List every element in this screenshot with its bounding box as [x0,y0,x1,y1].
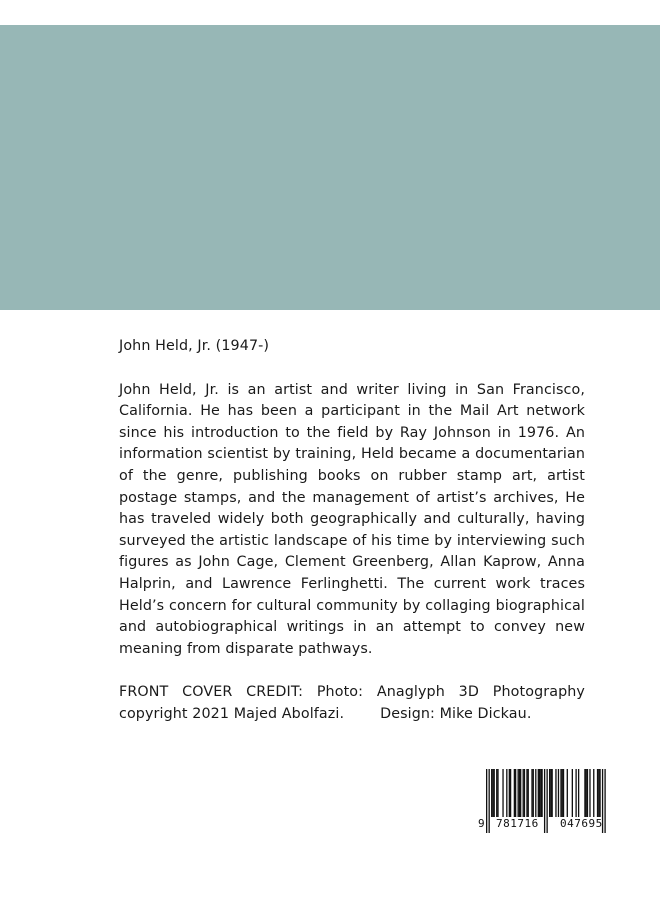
barcode-bar [575,769,576,817]
barcode-bar [586,769,587,817]
barcode-guard-bar [489,769,490,833]
barcode-bar [502,769,503,817]
isbn-first-digit: 9 [478,817,485,830]
author-bio: John Held, Jr. is an artist and writer living in San Francisco, California. He has been a participant in the Mail Art network since his introduction to the field by Ray Johnson in 1976. An information scientist by training, Held became a documentarian of the genre, publishing books on rubber stamp art, artist postage stamps, and the management of artist’s archives, He has traveled widely both geographically and culturally, having surveyed the artistic landscape of his time by interviewing such figures as John Cage, Clement Greenberg, Allan Kaprow, Anna Halprin, and Lawrence Ferlinghetti. The current work traces Held’s concern for cultural community by collaging biographical and autobiographical writings in an attempt to convey new meaning from disparate pathways. [119,381,585,657]
barcode-bar [535,769,536,817]
barcode-guard-bar [604,769,605,833]
barcode-bar [514,769,515,817]
back-cover-text [119,336,585,726]
barcode-bar [491,769,492,817]
barcode-bar [492,769,493,817]
barcode-bar [533,769,534,817]
barcode-bar [531,769,532,817]
barcode-bar [567,769,568,817]
barcode-guard-bar [546,769,547,833]
barcode-bar [555,769,556,817]
barcode-bar [539,769,540,817]
barcode-bar [587,769,588,817]
barcode-bar [515,769,516,817]
barcode-bar [518,769,519,817]
barcode-bar [497,769,498,817]
isbn-barcode [478,769,612,835]
barcode-bar [593,769,594,817]
barcode-bar [562,769,563,817]
barcode-bar [519,769,520,817]
barcode-bar [494,769,495,817]
barcode-bar [496,769,497,817]
barcode-bar [599,769,600,817]
cover-color-band [0,25,660,310]
isbn-right-group: 047695 [560,817,603,830]
barcode-bar [558,769,559,817]
isbn-left-group: 781716 [496,817,539,830]
barcode-bar [560,769,561,817]
photo-credit: FRONT COVER CREDIT: Photo: Anaglyph 3D Photography copyright 2021 Majed Abolfazi. [119,684,585,722]
barcode-bar [589,769,590,817]
barcode-bar [578,769,579,817]
barcode-bar [510,769,511,817]
barcode-bar [550,769,551,817]
design-credit: Design: Mike Dickau. [380,705,532,722]
author-heading: John Held, Jr. (1947-) [119,338,270,354]
barcode-bar [520,769,521,817]
cover-credit [119,682,585,725]
barcode-bar [541,769,542,817]
barcode-bar [584,769,585,817]
barcode-bar [563,769,564,817]
barcode-bar [597,769,598,817]
barcode-bar [506,769,507,817]
barcode-guard-bar [544,769,545,833]
barcode-bar [523,769,524,817]
barcode-guard-bar [486,769,487,833]
barcode-bar [509,769,510,817]
barcode-bar [526,769,527,817]
barcode-bar [538,769,539,817]
barcode-bar [524,769,525,817]
barcode-bar [572,769,573,817]
barcode-bar [552,769,553,817]
barcode-bar [598,769,599,817]
barcode-bar [540,769,541,817]
barcode-bar [549,769,550,817]
barcode-bar [528,769,529,817]
